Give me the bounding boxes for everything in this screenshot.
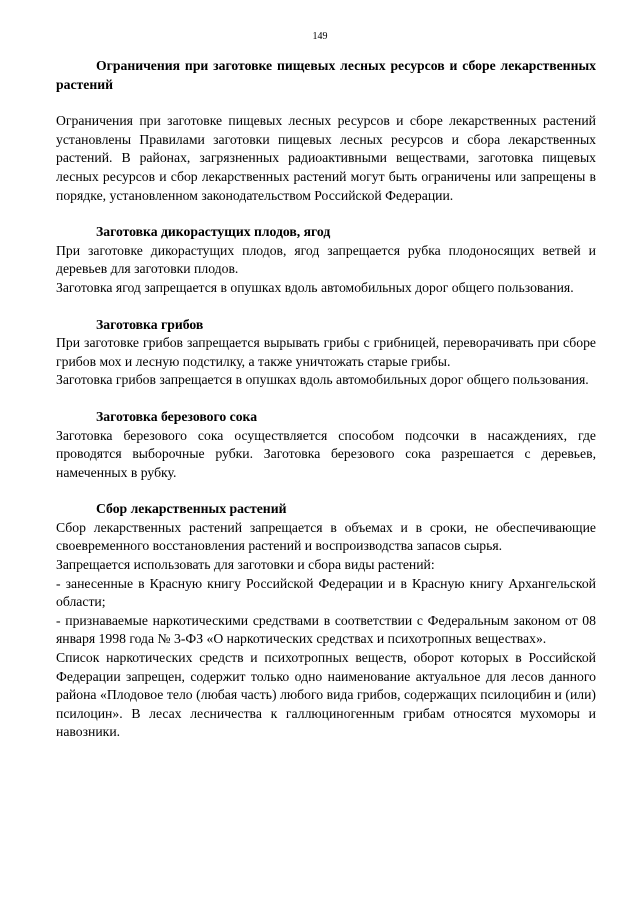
document-body bbox=[56, 57, 596, 742]
paragraph-text: Заготовка березового сока осуществляется способом подсочки в насаждениях, где проводятся выборочные рубки. Заготовка березового сока разрешается с деревьев, намеченных в рубку. bbox=[56, 427, 596, 480]
document-title-text: Ограничения при заготовке пищевых лесных ресурсов и сборе лекарственных растений bbox=[56, 58, 596, 92]
spacer bbox=[56, 205, 596, 223]
paragraph-text: Заготовка грибов запрещается в опушках вдоль автомобильных дорог общего пользования. bbox=[56, 372, 589, 388]
paragraph bbox=[56, 649, 596, 742]
paragraph bbox=[56, 242, 596, 279]
spacer bbox=[56, 482, 596, 500]
paragraph bbox=[56, 519, 596, 556]
spacer bbox=[56, 390, 596, 408]
paragraph-text: При заготовке дикорастущих плодов, ягод запрещается рубка плодоносящих ветвей и деревьев для заготовки плодов. bbox=[56, 242, 596, 277]
section-birch-sap bbox=[56, 408, 596, 482]
intro-text: Ограничения при заготовке пищевых лесных ресурсов и сборе лекарственных растений установлены Правилами заготовки пищевых лесных ресурсов и сбора лекарственных растений. В районах, загрязненных радиоактивными веществами, заготовка пищевых лесных ресурсов и сбор лекарственных растений могут быть ограничены или запрещены в порядке, установленном законодательством Российской Федерации. bbox=[56, 113, 596, 203]
list-item-text: - признаваемые наркотическими средствами в соответствии с Федеральным законом от 08 января 1998 года № 3-ФЗ «О наркотических средствах и психотропных веществах». bbox=[56, 612, 596, 647]
intro-paragraph bbox=[56, 112, 596, 205]
section-heading: Заготовка дикорастущих плодов, ягод bbox=[96, 224, 331, 240]
section-mushrooms bbox=[56, 316, 596, 390]
paragraph bbox=[56, 371, 596, 390]
section-medicinal-plants bbox=[56, 500, 596, 742]
paragraph-text: Запрещается использовать для заготовки и сбора виды растений: bbox=[56, 557, 435, 573]
list-item bbox=[56, 612, 596, 649]
paragraph-text: Список наркотических средств и психотропных веществ, оборот которых в Российской Федерации запрещен, содержит только одно наименование актуальное для лесов данного района «Плодовое тело (любая часть) любого вида грибов, содержащих псилоцибин и (или) псилоцин». В лесах лесничества к галлюциногенным грибам относятся мухоморы и навозники. bbox=[56, 650, 596, 740]
paragraph bbox=[56, 279, 596, 298]
section-heading: Заготовка березового сока bbox=[96, 408, 258, 424]
section-heading: Заготовка грибов bbox=[96, 316, 204, 332]
paragraph-text: При заготовке грибов запрещается вырывать грибы с грибницей, переворачивать при сборе грибов мох и лесную подстилку, а также уничтожать старые грибы. bbox=[56, 335, 596, 369]
section-berries bbox=[56, 223, 596, 297]
list-item bbox=[56, 575, 596, 612]
spacer bbox=[56, 298, 596, 316]
paragraph-text: Заготовка ягод запрещается в опушках вдоль автомобильных дорог общего пользования. bbox=[56, 279, 574, 295]
document-title bbox=[56, 57, 596, 94]
paragraph-text: Сбор лекарственных растений запрещается в объемах и в сроки, не обеспечивающие своевременного восстановления растений и воспроизводства запасов сырья. bbox=[56, 519, 596, 554]
paragraph bbox=[56, 427, 596, 483]
section-heading: Сбор лекарственных растений bbox=[96, 501, 287, 517]
paragraph bbox=[56, 334, 596, 371]
spacer bbox=[56, 94, 596, 112]
page-number: 149 bbox=[312, 31, 328, 42]
list-item-text: - занесенные в Красную книгу Российской Федерации и в Красную книгу Архангельской области; bbox=[56, 575, 596, 610]
paragraph bbox=[56, 556, 596, 575]
